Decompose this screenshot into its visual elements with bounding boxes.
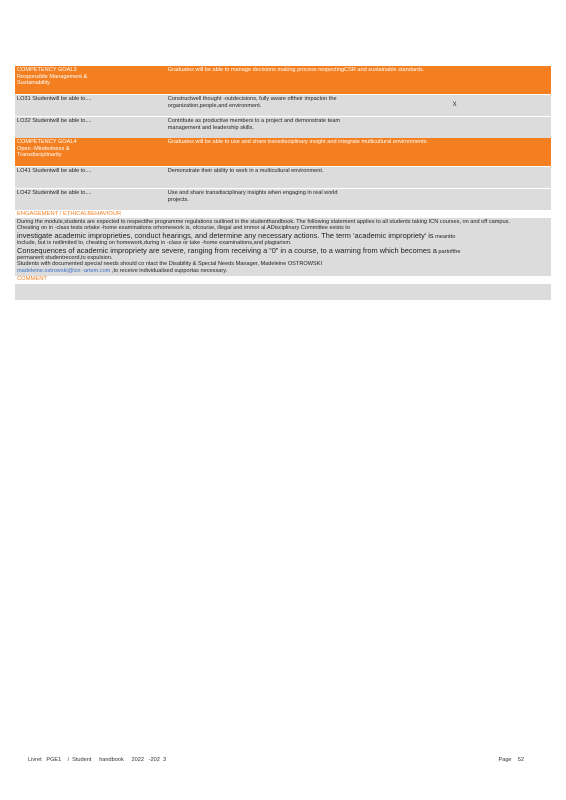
outcome-row — [15, 95, 551, 117]
goal-row — [15, 138, 551, 167]
outcome-row — [15, 167, 551, 189]
footer-left: Livret PGE1 / Student handbook 2022 -202 3 — [28, 757, 167, 763]
engagement-block — [15, 218, 551, 276]
outcome-mark — [358, 167, 551, 189]
outcome-code: LO32 Studentwill be able to.... — [15, 117, 166, 139]
outcome-text: Contribute as productive members to a project and demonstrate team management and leadership skills. — [166, 117, 359, 139]
outcome-code: LO31 Studentwill be able to.... — [15, 95, 166, 117]
engagement-emphasis: Consequences of academic impropriety are severe, ranging from receiving a “0” in a course, to a warning from which becomes a — [17, 245, 437, 255]
engagement-paragraph: During the module,students are expected to respectthe programme regulations outlined in the studenthandbook. The following statement applies to all students taking ICN courses, on and off campus. — [17, 219, 510, 225]
outcome-mark — [358, 117, 551, 139]
engagement-paragraph-row — [17, 268, 549, 274]
engagement-paragraph-row — [17, 232, 549, 240]
goal-label: COMPETENCY GOAL3 Responsible Management & Sustainability — [15, 66, 166, 95]
goal-label: COMPETENCY GOAL4 Open -Mindedness & Transdisciplinarity — [15, 138, 166, 167]
document-content — [15, 66, 551, 300]
outcome-code: LO42 Studentwill be able to.... — [15, 189, 166, 211]
outcome-mark: X — [358, 95, 551, 117]
engagement-title: ENGAGEMENT / ETHICALBEHAVIOUR — [17, 211, 122, 217]
outcome-mark — [358, 189, 551, 211]
outcome-code: LO41 Studentwill be able to.... — [15, 167, 166, 189]
goal-row — [15, 66, 551, 95]
engagement-continuation: ,to receive individualised supportas necessary. — [111, 267, 228, 274]
goal-description: Graduates will be able to manage decisions making process respectingCSR and sustainable standards. — [166, 66, 551, 95]
goal-description: Graduates will be able to use and share transdisciplinary insight and integrate multicultural environments. — [166, 138, 551, 167]
outcome-text: Constructwell thought -outdecisions, fully aware oftheir impacton the organization,people,and environment. — [166, 95, 359, 117]
comment-title: COMMENT — [17, 276, 47, 283]
page-number: Page 52 — [498, 757, 524, 763]
comment-box — [15, 284, 551, 300]
outcome-row — [15, 117, 551, 139]
outcome-text: Demonstrate their ability to work in a multicultural environment. — [166, 167, 359, 189]
email-link[interactable]: madeleine.ostrowski@icn -artem.com — [17, 267, 111, 274]
engagement-paragraph: Cheating on in -class tests ortake -home examinations orhomework is, ofcourse, illegal and immor al.ADisciplinary Committee exists to — [17, 225, 350, 232]
competency-table — [15, 66, 551, 210]
engagement-paragraph: Students with documented special needs should co ntact the Disability & Special Needs Manager, Madeleine OSTROWSKI — [17, 261, 323, 268]
engagement-paragraph: include, but is notlimited to, cheating on homework,during in -class or take -home examinations,and plagiarism. — [17, 240, 292, 247]
engagement-paragraph-row — [17, 247, 549, 255]
engagement-paragraph: permanent studentrecord,to expulsion. — [17, 255, 113, 262]
outcome-text: Use and share transdisciplinary insights when engaging in real world projects. — [166, 189, 359, 211]
outcome-row — [15, 189, 551, 211]
engagement-continuation: meantto — [435, 233, 456, 240]
engagement-emphasis: investigate academic improprieties, conduct hearings, and determine any necessary actions. The term ‘academic impropriety’ is — [17, 230, 434, 240]
engagement-continuation: partofthe — [438, 248, 461, 255]
